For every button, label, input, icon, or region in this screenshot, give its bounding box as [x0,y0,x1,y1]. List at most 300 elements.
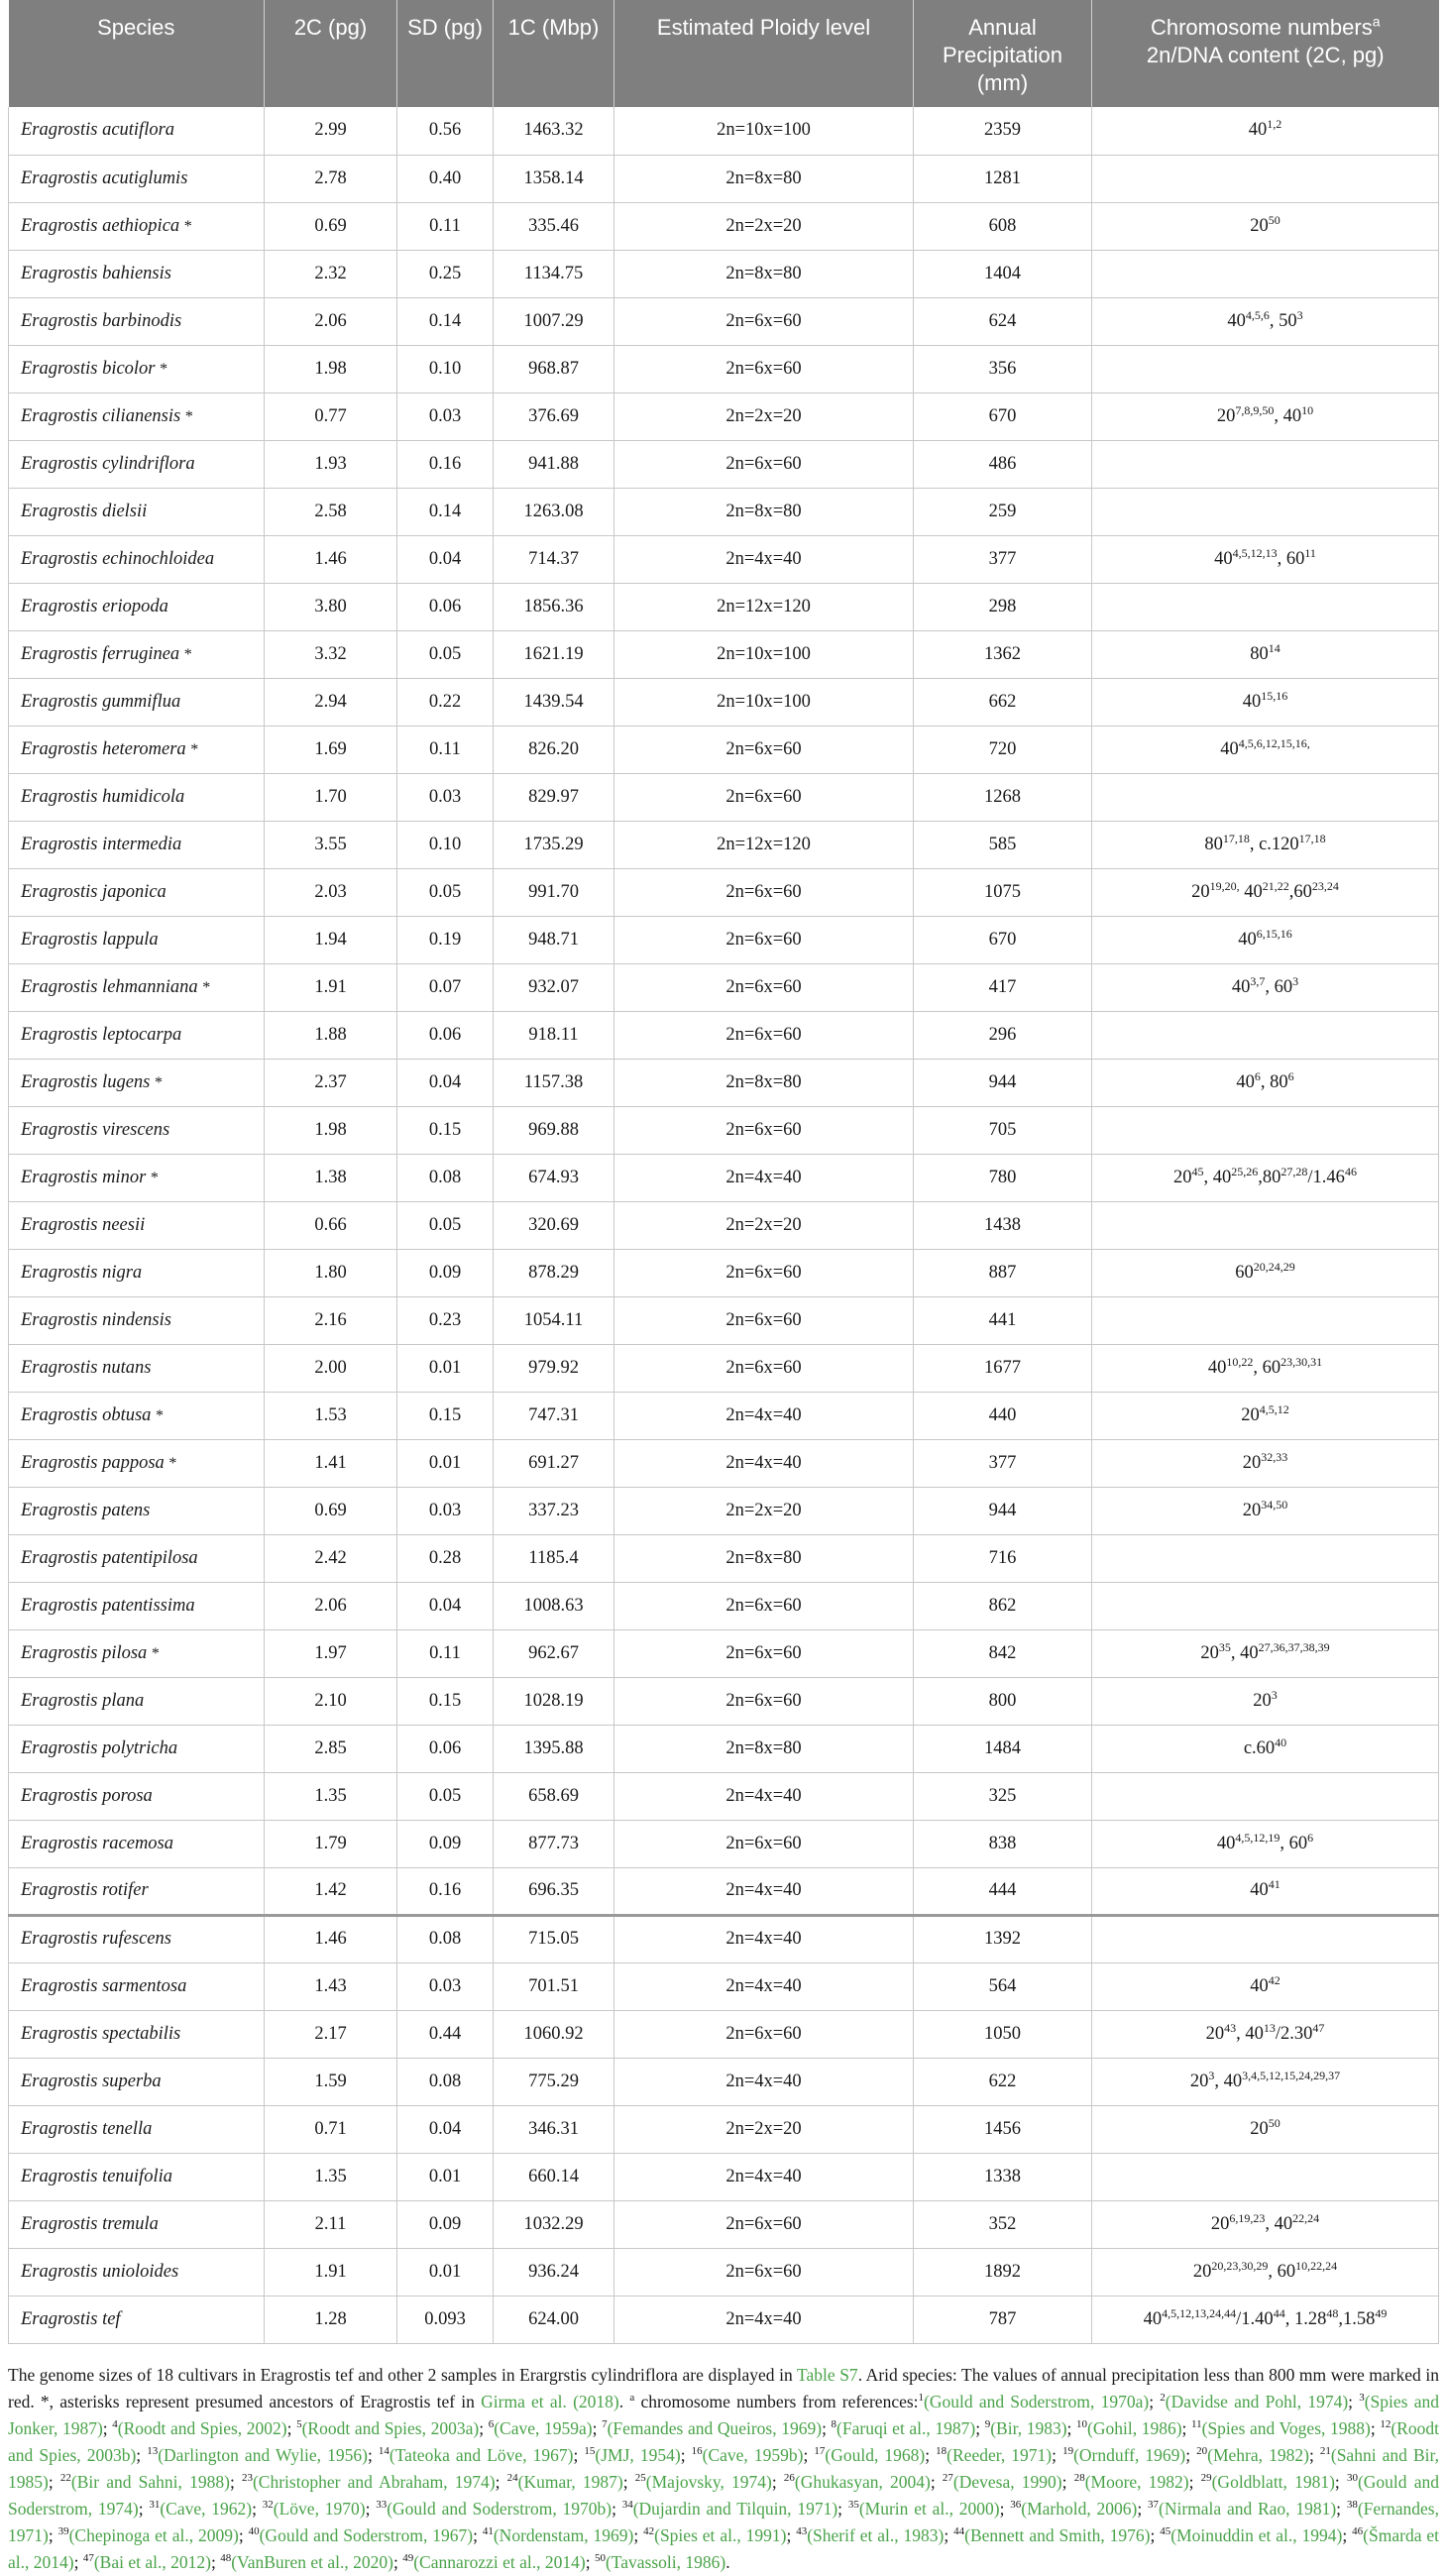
cell-1c: 962.67 [494,1629,614,1677]
reference-link[interactable]: (Dujardin and Tilquin, 1971) [632,2499,838,2519]
reference-link[interactable]: (Cave, 1962) [160,2499,253,2519]
species-name: Eragrostis lappula [21,929,159,950]
table-footnote [8,2362,1439,2576]
cell-ploidy: 2n=6x=60 [614,345,914,392]
reference-superscript: 6 [1254,1068,1261,1083]
reference-link[interactable]: (Cave, 1959b) [702,2445,804,2465]
cell-sd: 0.09 [397,1820,494,1867]
cell-chromosome [1092,535,1439,583]
reference-link[interactable]: (Femandes and Queiros, 1969) [607,2418,823,2438]
cell-ploidy: 2n=6x=60 [614,1344,914,1392]
table-row [9,773,1439,821]
footnote-text: ; [73,2552,83,2572]
reference-link[interactable]: (Šmarda et al., 2014) [8,2525,1439,2572]
footnote-superscript: 38 [1346,2499,1358,2512]
reference-link[interactable]: (Chepinoga et al., 2009) [68,2525,239,2545]
cell-1c: 826.20 [494,726,614,773]
reference-link[interactable]: (Gould and Soderstrom, 1970b) [387,2499,612,2519]
reference-link[interactable]: (Gould, 1968) [825,2445,926,2465]
species-name: Eragrostis tenuifolia [21,2166,172,2186]
header-superscript: a [1372,13,1381,30]
chromosome-value: , 40 [1203,1167,1232,1187]
reference-superscript: 10,22 [1226,1354,1254,1369]
footnote-text: ; [495,2472,507,2492]
cell-sd: 0.04 [397,1582,494,1629]
ancestor-asterisk: * [150,1169,159,1186]
reference-link[interactable]: (Bennett and Smith, 1976) [964,2525,1151,2545]
footnote-superscript: 10 [1076,2418,1088,2431]
cell-precipitation: 662 [914,678,1092,726]
species-name: Eragrostis tenella [21,2118,153,2139]
species-name: Eragrostis patentissima [21,1595,195,1616]
table-row [9,1962,1439,2010]
footnote-text: ; [1137,2499,1148,2519]
cell-ploidy: 2n=6x=60 [614,2200,914,2248]
cell-chromosome [1092,916,1439,963]
footnote-superscript: 11 [1191,2418,1202,2431]
reference-link[interactable]: (Roodt and Spies, 2003a) [301,2418,480,2438]
header-label: 1C (Mbp) [507,15,600,40]
cell-chromosome [1092,250,1439,297]
cell-species [9,1392,265,1439]
cell-species [9,1725,265,1772]
reference-link[interactable]: (Gould and Soderstrom, 1970a) [924,2392,1150,2411]
cell-1c: 948.71 [494,916,614,963]
table-row [9,726,1439,773]
footnote-superscript: 42 [643,2525,655,2538]
cell-precipitation: 842 [914,1629,1092,1677]
table-row [9,535,1439,583]
cell-ploidy: 2n=2x=20 [614,2105,914,2153]
reference-link[interactable]: Table S7 [797,2365,858,2385]
cell-species [9,630,265,678]
chromosome-value: 40 [1220,738,1239,759]
cell-2c: 2.85 [265,1725,397,1772]
reference-superscript: 19,20, [1209,878,1240,893]
reference-link[interactable]: (Gould and Soderstrom, 1974) [8,2472,1439,2519]
cell-2c: 2.32 [265,250,397,297]
reference-link[interactable]: (Sahni and Bir, 1985) [8,2445,1439,2492]
species-name: Eragrostis tremula [21,2213,159,2234]
footnote-text: ; [1370,2418,1381,2438]
reference-superscript: 3 [1208,2068,1215,2082]
cell-sd: 0.03 [397,392,494,440]
ancestor-asterisk: * [160,360,168,378]
cell-chromosome [1092,440,1439,488]
cell-precipitation: 705 [914,1106,1092,1154]
footnote-text: ; [1308,2445,1320,2465]
cell-precipitation: 1281 [914,155,1092,202]
cell-2c: 0.69 [265,202,397,250]
reference-superscript: 50 [1268,2115,1280,2130]
cell-species [9,2010,265,2058]
reference-link[interactable]: (Bir, 1983) [990,2418,1067,2438]
reference-link[interactable]: (Tavassoli, 1986) [605,2552,726,2572]
cell-1c: 701.51 [494,1962,614,2010]
cell-chromosome [1092,773,1439,821]
cell-1c: 660.14 [494,2153,614,2200]
reference-link[interactable]: (Nordenstam, 1969) [493,2525,634,2545]
cell-1c: 376.69 [494,392,614,440]
cell-2c: 0.69 [265,1487,397,1534]
cell-1c: 936.24 [494,2248,614,2296]
species-name: Eragrostis nindensis [21,1309,171,1330]
reference-superscript: 21,22 [1262,878,1289,893]
footnote-superscript: 28 [1073,2472,1085,2485]
cell-species [9,583,265,630]
cell-ploidy: 2n=4x=40 [614,1867,914,1915]
reference-link[interactable]: (Ornduff, 1969) [1073,2445,1186,2465]
cell-chromosome [1092,202,1439,250]
footnote-text: ; [1181,2418,1192,2438]
cell-2c: 1.28 [265,2296,397,2343]
cell-species [9,1011,265,1059]
footnote-superscript: 30 [1346,2472,1358,2485]
cell-precipitation: 887 [914,1249,1092,1296]
reference-link[interactable]: (Devesa, 1990) [952,2472,1062,2492]
cell-1c: 1054.11 [494,1296,614,1344]
cell-ploidy: 2n=6x=60 [614,1582,914,1629]
reference-link[interactable]: (Gould and Soderstrom, 1967) [259,2525,474,2545]
cell-2c: 2.58 [265,488,397,535]
table-row [9,2105,1439,2153]
reference-link[interactable]: (Cannarozzi et al., 2014) [413,2552,586,2572]
cell-precipitation: 486 [914,440,1092,488]
reference-link[interactable]: (Kumar, 1987) [517,2472,623,2492]
species-name: Eragrostis aethiopica [21,215,180,236]
footnote-superscript: 17 [814,2445,826,2458]
chromosome-value: , 60 [1253,1357,1281,1378]
reference-link[interactable]: (Roodt and Spies, 2003b) [8,2418,1439,2465]
cell-ploidy: 2n=6x=60 [614,773,914,821]
chromosome-value: 40 [1250,1880,1269,1900]
table-header [9,0,1439,107]
cell-chromosome [1092,868,1439,916]
cell-2c: 1.69 [265,726,397,773]
reference-superscript: 3,4,5,12,15,24,29,37 [1242,2068,1341,2082]
species-name: Eragrostis neesii [21,1214,146,1235]
cell-sd: 0.09 [397,2200,494,2248]
table-row [9,1154,1439,1201]
footnote-superscript: 33 [376,2499,388,2512]
species-name: Eragrostis papposa [21,1452,165,1473]
chromosome-value: , 60 [1277,548,1305,569]
footnote-text: ; [1342,2525,1353,2545]
species-name: Eragrostis leptocarpa [21,1024,182,1045]
species-name: Eragrostis ferruginea [21,643,180,664]
footnote-superscript: 34 [621,2499,633,2512]
cell-precipitation: 838 [914,1820,1092,1867]
cell-2c: 1.91 [265,963,397,1011]
chromosome-value: , 60 [1280,1833,1308,1853]
reference-link[interactable]: (Mehra, 1982) [1207,2445,1309,2465]
table-row [9,2153,1439,2200]
cell-chromosome [1092,2200,1439,2248]
footnote-text: ; [999,2499,1011,2519]
chromosome-value: ,60 [1288,881,1312,902]
cell-1c: 747.31 [494,1392,614,1439]
reference-link[interactable]: (Spies and Voges, 1988) [1201,2418,1371,2438]
cell-species [9,1629,265,1677]
cell-1c: 1185.4 [494,1534,614,1582]
reference-superscript: 4,5,12,19 [1235,1830,1280,1845]
cell-sd: 0.14 [397,488,494,535]
header-label: Estimated Ploidy level [656,15,871,40]
reference-link[interactable]: (Darlington and Wylie, 1956) [158,2445,368,2465]
reference-superscript: 47 [1312,2020,1325,2035]
footnote-text: ; [365,2499,377,2519]
cell-species [9,488,265,535]
cell-sd: 0.16 [397,1867,494,1915]
species-name: Eragrostis acutiglumis [21,168,188,188]
footnote-superscript: 13 [147,2445,159,2458]
chromosome-value: 40 [1231,976,1251,997]
cell-sd: 0.06 [397,1011,494,1059]
table-row [9,1677,1439,1725]
cell-1c: 1439.54 [494,678,614,726]
cell-sd: 0.08 [397,2058,494,2105]
chromosome-value: , 60 [1265,976,1293,997]
cell-sd: 0.05 [397,1772,494,1820]
reference-superscript: 11 [1304,545,1316,560]
footnote-text: ; [1052,2445,1063,2465]
cell-2c: 2.78 [265,155,397,202]
chromosome-value: 20 [1242,1500,1262,1520]
cell-1c: 969.88 [494,1106,614,1154]
footnote-text: ; [944,2525,954,2545]
reference-link[interactable]: (Reeder, 1971) [946,2445,1053,2465]
footnote-text: ; [1188,2472,1201,2492]
cell-precipitation: 944 [914,1059,1092,1106]
table-row [9,963,1439,1011]
footnote-text: ; [392,2552,403,2572]
cell-species [9,2248,265,2296]
cell-precipitation: 2359 [914,107,1092,155]
cell-chromosome [1092,583,1439,630]
cell-precipitation: 1050 [914,2010,1092,2058]
cell-sd: 0.01 [397,1439,494,1487]
reference-link[interactable]: (Moinuddin et al., 1994) [1170,2525,1343,2545]
reference-superscript: 1,2 [1267,117,1282,132]
cell-species [9,155,265,202]
cell-chromosome [1092,821,1439,868]
reference-link[interactable]: (JMJ, 1954) [595,2445,681,2465]
chromosome-value: 20 [1250,215,1269,236]
species-name: Eragrostis acutiflora [21,120,175,141]
cell-chromosome [1092,1582,1439,1629]
footnote-text: ; [622,2472,635,2492]
footnote-superscript: 15 [584,2445,596,2458]
footnote-superscript: 35 [847,2499,859,2512]
cell-sd: 0.07 [397,963,494,1011]
cell-ploidy: 2n=2x=20 [614,202,914,250]
table-row [9,630,1439,678]
cell-chromosome [1092,1629,1439,1677]
reference-superscript: 20,23,30,29 [1211,2258,1269,2273]
reference-link[interactable]: (Bai et al., 2012) [93,2552,211,2572]
cell-1c: 1134.75 [494,250,614,297]
cell-species [9,345,265,392]
chromosome-value: /1.40 [1236,2308,1274,2329]
cell-species [9,1820,265,1867]
reference-link[interactable]: (VanBuren et al., 2020) [231,2552,393,2572]
footnote-superscript: a [629,2392,635,2405]
cell-precipitation: 622 [914,2058,1092,2105]
cell-precipitation: 259 [914,488,1092,535]
cell-ploidy: 2n=6x=60 [614,1249,914,1296]
cell-sd: 0.01 [397,2248,494,2296]
table-row [9,250,1439,297]
species-name: Eragrostis racemosa [21,1833,173,1853]
cell-ploidy: 2n=6x=60 [614,1629,914,1677]
reference-link[interactable]: (Spies and Jonker, 1987) [8,2392,1439,2438]
cell-1c: 979.92 [494,1344,614,1392]
header-label-tail: 2n/DNA content (2C, pg) [1146,43,1385,67]
cell-2c: 2.94 [265,678,397,726]
cell-ploidy: 2n=12x=120 [614,821,914,868]
footnote-text: ; [102,2418,113,2438]
reference-link[interactable]: (Goldblatt, 1981) [1211,2472,1335,2492]
footnote-text: . [725,2552,730,2572]
cell-1c: 1735.29 [494,821,614,868]
header-precipitation [914,0,1092,107]
footnote-superscript: 37 [1148,2499,1159,2512]
cell-2c: 2.16 [265,1296,397,1344]
cell-precipitation: 564 [914,1962,1092,2010]
cell-species [9,107,265,155]
cell-chromosome [1092,1772,1439,1820]
ancestor-asterisk: * [168,1454,177,1472]
footnote-superscript: 48 [220,2552,232,2565]
ancestor-asterisk: * [184,407,193,425]
cell-1c: 346.31 [494,2105,614,2153]
chromosome-value: , 40 [1236,2023,1264,2044]
footnote-text: ; [1336,2499,1347,2519]
reference-link[interactable]: (Bir and Sahni, 1988) [70,2472,230,2492]
species-name: Eragrostis cylindriflora [21,453,195,474]
cell-chromosome [1092,1249,1439,1296]
footnote-superscript: 16 [691,2445,703,2458]
reference-superscript: 13 [1263,2020,1276,2035]
cell-2c: 1.91 [265,2248,397,2296]
footnote-superscript: 44 [953,2525,965,2538]
footnote-superscript: 49 [402,2552,414,2565]
footnote-superscript: 23 [241,2472,253,2485]
species-name: Eragrostis obtusa [21,1404,152,1425]
chromosome-value: , 40 [1214,2071,1243,2091]
cell-chromosome [1092,1106,1439,1154]
table-row [9,2296,1439,2343]
reference-link[interactable]: (Davidse and Pohl, 1974) [1165,2392,1349,2411]
reference-link[interactable]: (Ghukasyan, 2004) [794,2472,931,2492]
cell-species [9,1915,265,1962]
cell-1c: 829.97 [494,773,614,821]
cell-2c: 2.10 [265,1677,397,1725]
reference-link[interactable]: (Majovsky, 1974) [645,2472,772,2492]
table-row [9,1106,1439,1154]
chromosome-value: 20 [1205,2023,1225,2044]
reference-link[interactable]: Girma et al. (2018) [481,2392,619,2411]
reference-superscript: 3 [1296,307,1303,322]
chromosome-value: , 1.28 [1284,2308,1327,2329]
cell-precipitation: 670 [914,392,1092,440]
reference-link[interactable]: (Murin et al., 2000) [858,2499,1000,2519]
cell-ploidy: 2n=4x=40 [614,1962,914,2010]
reference-link[interactable]: (Spies et al., 1991) [654,2525,787,2545]
cell-sd: 0.05 [397,868,494,916]
cell-chromosome [1092,1725,1439,1772]
reference-link[interactable]: (Tateoka and Löve, 1967) [389,2445,574,2465]
cell-precipitation: 298 [914,583,1092,630]
footnote-text: ; [1348,2392,1360,2411]
cell-species [9,963,265,1011]
reference-link[interactable]: (Nirmala and Rao, 1981) [1159,2499,1337,2519]
cell-sd: 0.40 [397,155,494,202]
cell-sd: 0.22 [397,678,494,726]
footnote-superscript: 41 [482,2525,494,2538]
reference-link[interactable]: (Fernandes, 1971) [8,2499,1439,2545]
cell-2c: 2.11 [265,2200,397,2248]
chromosome-value: 20 [1191,881,1210,902]
cell-1c: 320.69 [494,1201,614,1249]
reference-link[interactable]: (Roodt and Spies, 2002) [117,2418,287,2438]
cell-chromosome [1092,2153,1439,2200]
table-row [9,1629,1439,1677]
footnote-superscript: 9 [984,2418,991,2431]
footnote-text: ; [1185,2445,1197,2465]
cell-2c: 1.46 [265,1915,397,1962]
cell-1c: 1358.14 [494,155,614,202]
cell-2c: 2.06 [265,297,397,345]
reference-link[interactable]: (Marhold, 2006) [1021,2499,1138,2519]
cell-ploidy: 2n=4x=40 [614,535,914,583]
cell-1c: 775.29 [494,2058,614,2105]
chromosome-value: 20 [1189,2071,1209,2091]
cell-precipitation: 608 [914,202,1092,250]
cell-precipitation: 720 [914,726,1092,773]
reference-link[interactable]: (Cave, 1959a) [494,2418,593,2438]
cell-sd: 0.11 [397,726,494,773]
cell-chromosome [1092,297,1439,345]
reference-link[interactable]: (Sherif et al., 1983) [807,2525,945,2545]
cell-ploidy: 2n=4x=40 [614,1439,914,1487]
cell-ploidy: 2n=6x=60 [614,2010,914,2058]
reference-link[interactable]: (Moore, 1982) [1084,2472,1189,2492]
reference-superscript: 6,19,23 [1229,2210,1266,2225]
cell-species [9,1867,265,1915]
reference-link[interactable]: (Löve, 1970) [273,2499,366,2519]
cell-1c: 1007.29 [494,297,614,345]
cell-2c: 1.98 [265,1106,397,1154]
cell-species [9,1439,265,1487]
footnote-text: ; [1150,2525,1161,2545]
header-species [9,0,265,107]
cell-precipitation: 296 [914,1011,1092,1059]
cell-2c: 2.99 [265,107,397,155]
species-name: Eragrostis polytricha [21,1737,178,1758]
chromosome-value: 20 [1173,1167,1192,1187]
reference-link[interactable]: (Faruqi et al., 1987) [836,2418,976,2438]
cell-chromosome [1092,1962,1439,2010]
header-chromosome [1092,0,1439,107]
header-label: 2C (pg) [293,15,368,40]
cell-sd: 0.093 [397,2296,494,2343]
reference-superscript: 7,8,9,50 [1235,402,1275,417]
footnote-superscript: 29 [1200,2472,1212,2485]
reference-link[interactable]: (Gohil, 1986) [1087,2418,1182,2438]
cell-2c: 2.37 [265,1059,397,1106]
reference-link[interactable]: (Christopher and Abraham, 1974) [252,2472,496,2492]
